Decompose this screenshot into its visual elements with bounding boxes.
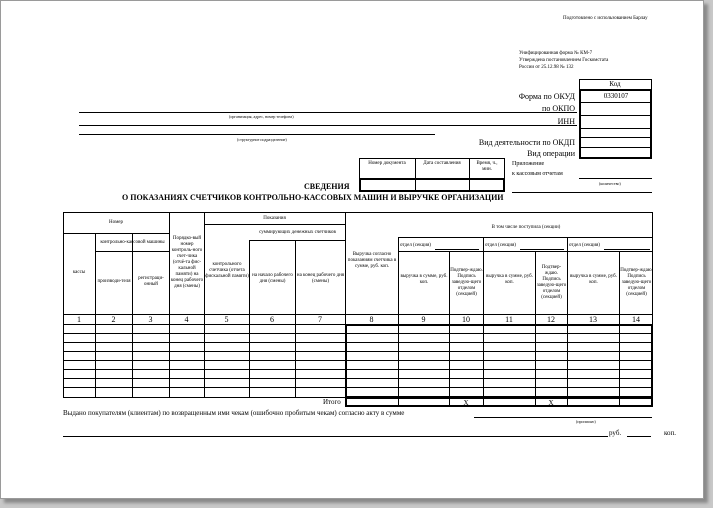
h-summing: суммирующих денежных счетчиков	[259, 229, 336, 235]
h-end: на конец рабочего дня (смены)	[296, 273, 345, 284]
title-line-1: СВЕДЕНИЯ	[304, 182, 350, 191]
h-dept-2: отдел (секция)	[485, 243, 516, 248]
approved-line-1: Утверждена постановлением Госкомстата	[519, 58, 609, 63]
h-confirm-3: Подтвер-ждаю. Подпись заведую-щего отделом (секцией)	[620, 268, 653, 297]
col-num: 3	[148, 315, 153, 324]
okud-label: Форма по ОКУД	[518, 92, 575, 101]
col-num: 2	[111, 315, 116, 324]
h-manuf: производи-теля	[97, 279, 131, 284]
h-control: контрольного счетчика (отчета фискальной памяти)	[205, 262, 249, 279]
top-note: Подготовлено с использованием Барлау	[563, 16, 648, 21]
subdivision-caption: (структурное подразделение)	[237, 137, 287, 142]
h-dept-1: отдел (секция)	[400, 243, 431, 248]
operation-label: Вид операции	[527, 149, 575, 158]
total-x-mark: X	[548, 398, 554, 407]
h-incl: В том числе поступила (секции)	[491, 225, 561, 230]
col-num: 6	[270, 315, 274, 324]
org-line	[79, 112, 577, 113]
h-begin: на начало рабочего дня (смены)	[252, 273, 293, 284]
appendix-label: Приложение	[512, 161, 545, 167]
h-confirm-1: Подтвер-ждаю. Подпись заведую-щего отделом (секцией)	[450, 268, 483, 297]
revenue-data-box	[345, 324, 653, 398]
col-num: 12	[547, 315, 555, 324]
okpo-label: по ОКПО	[542, 104, 575, 113]
date-header: Дата составления	[423, 161, 461, 166]
code-header: Код	[609, 80, 621, 88]
h-kassy: кассы	[72, 270, 86, 275]
approved-line-2: России от 25.12.98 № 132	[519, 65, 574, 70]
h-rev-sum-2: выручка в сумме, руб. коп.	[486, 274, 533, 285]
title-line-2: О ПОКАЗАНИЯХ СЧЕТЧИКОВ КОНТРОЛЬНО-КАССОВЫХ МАШИН И ВЫРУЧКЕ ОРГАНИЗАЦИИ	[122, 193, 504, 202]
col-num: 4	[184, 315, 189, 324]
cash-report-label: к кассовым отчетам	[512, 171, 563, 177]
docnum-header: Номер документа	[368, 161, 406, 166]
okdp-label: Вид деятельности по ОКДП	[478, 138, 575, 147]
count-caption: (количество)	[599, 181, 621, 186]
kop-label: коп.	[664, 429, 677, 437]
words-caption: (прописью)	[576, 419, 596, 424]
h-revenue: Выручка согласно показаниям счетчика в сумме, руб. коп.	[347, 252, 397, 269]
time-header: Время, ч., мин.	[476, 161, 498, 172]
col-num: 8	[369, 315, 374, 324]
col-num: 11	[505, 315, 513, 324]
col-num: 7	[318, 315, 322, 324]
col-num: 10	[462, 315, 470, 324]
refund-text: Выдано покупателям (клиентам) по возвращенным ими чекам (ошибочно пробитым чекам) согласно акту в сумме	[63, 409, 405, 417]
h-number: Номер	[109, 220, 123, 225]
h-dept-3: отдел (секция)	[569, 243, 600, 248]
unified-form-label: Унифицированная форма № КМ-7	[519, 51, 593, 56]
col-num: 1	[77, 315, 81, 324]
h-confirm-2: Подтвер-ждаю. Подпись заведую-щего отделом (секцией)	[536, 265, 567, 300]
col-num: 5	[224, 315, 229, 324]
doc-values-box	[359, 178, 505, 192]
total-row	[345, 397, 653, 407]
h-reg: регистраци-онный	[138, 276, 164, 287]
org-caption: (организация, адрес, номер телефона)	[229, 114, 294, 119]
col-num: 9	[421, 315, 426, 324]
okud-value: 0330107	[603, 92, 629, 100]
h-readings: Показания	[263, 215, 286, 221]
h-rev-sum-1: выручка в сумме, руб. коп.	[400, 274, 448, 285]
col-num: 14	[632, 315, 640, 324]
total-x-mark: X	[463, 398, 469, 407]
h-rev-sum-3: выручка в сумме, руб. коп.	[570, 274, 617, 285]
col-num: 13	[589, 315, 597, 324]
rub-label: руб.	[609, 429, 622, 437]
inn-label: ИНН	[557, 117, 575, 126]
h-seq: Порядко-вый номер контроль-ного счет-чика (отчё-та фис-кальной памяти) на конец рабочего дня (смены)	[170, 236, 204, 289]
h-machine: контрольно-кассовой машины	[100, 239, 165, 245]
total-label: Итого	[323, 398, 341, 406]
